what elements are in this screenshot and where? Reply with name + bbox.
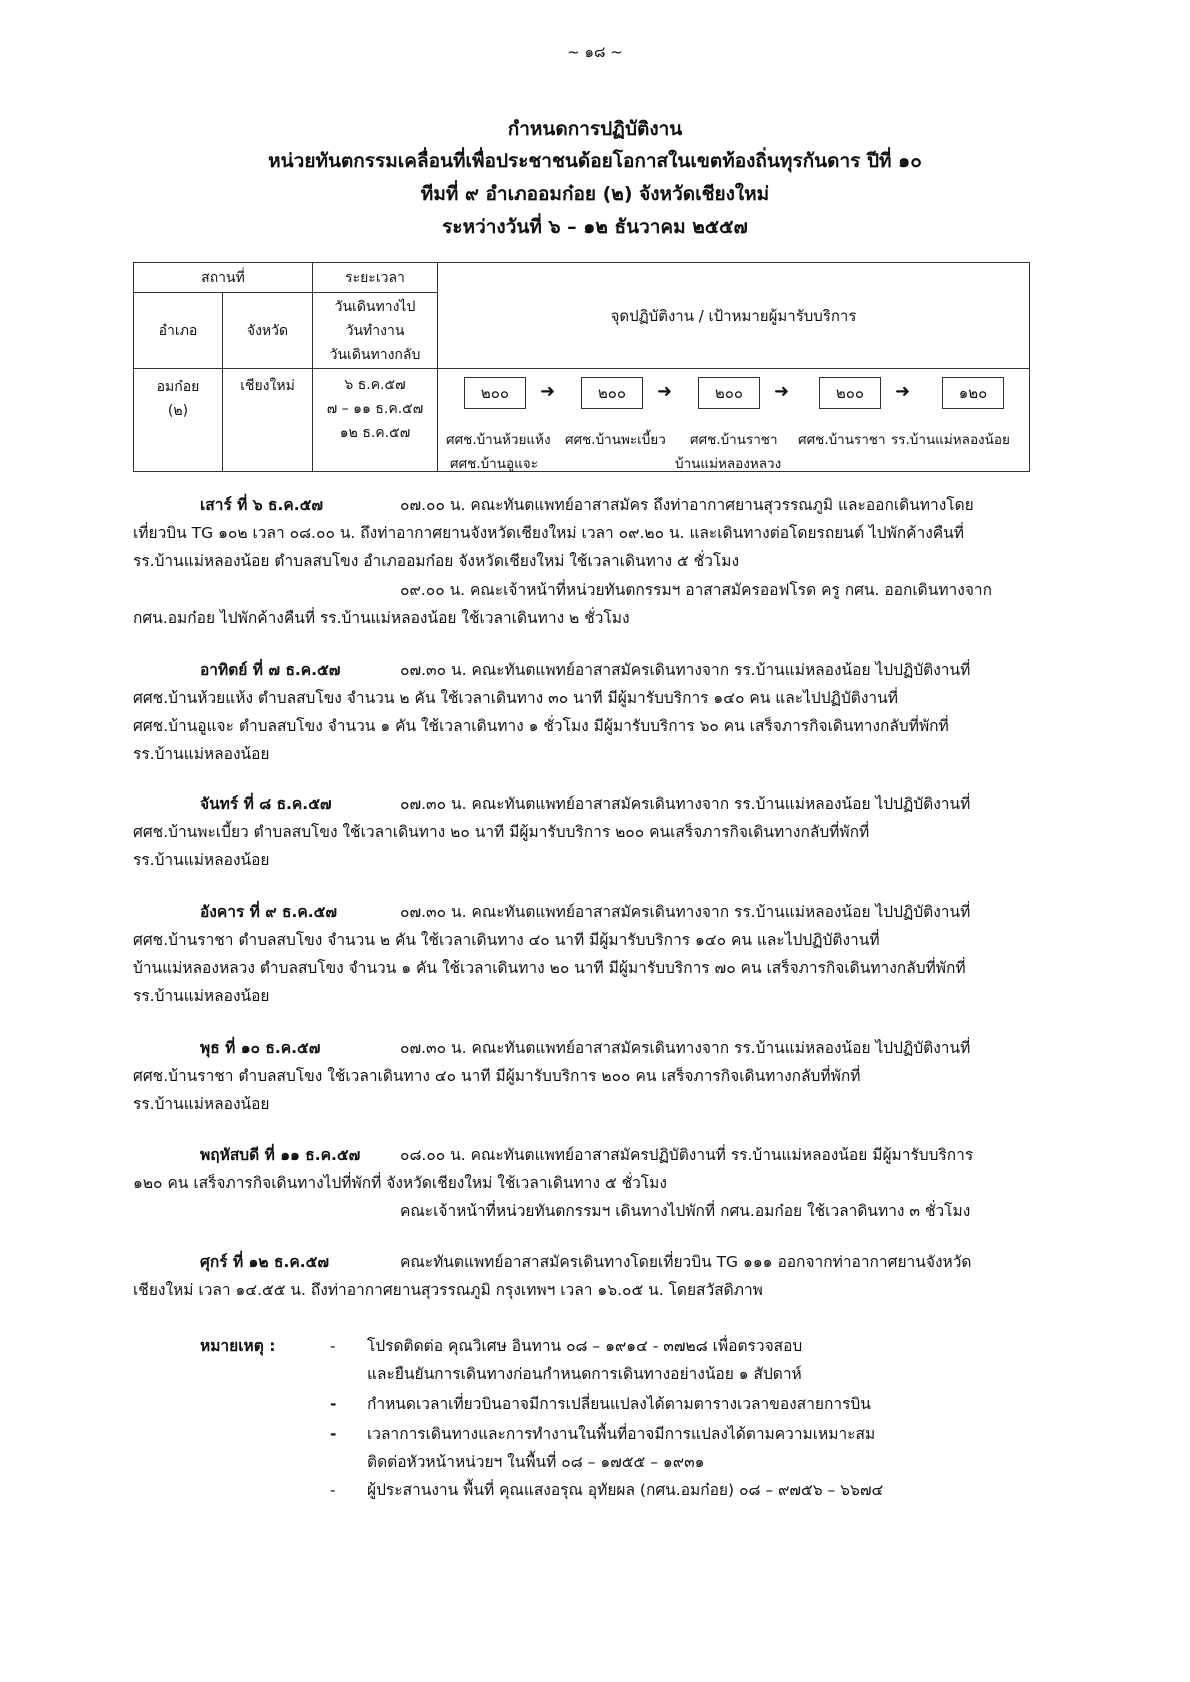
schedule-line: ๐๙.๐๐ น. คณะเจ้าหน้าที่หน่วยทันตกรรมฯ อาสาสมัครออฟโรด ครู กศน. ออกเดินทางจาก: [400, 581, 992, 599]
schedule-line: เชียงใหม่ เวลา ๑๔.๕๕ น. ถึงท่าอากาศยานสุวรรณภูมิ กรุงเทพฯ เวลา ๑๖.๐๕ น. โดยสวัสดิภาพ: [133, 1281, 763, 1299]
header-period: ระยะเวลา: [313, 263, 438, 293]
title-line-1: กำหนดการปฏิบัติงาน: [507, 118, 683, 140]
header-place: สถานที่: [134, 263, 313, 293]
schedule-line: ศศช.บ้านราชา ตำบลสบโขง ใช้เวลาเดินทาง ๔๐ นาที มีผู้มารับบริการ ๒๐๐ คน เสร็จภารกิจเดินทางกลับที่พักที่: [133, 1067, 861, 1085]
header-points: จุดปฏิบัติงาน / เป้าหมายผู้มารับบริการ: [438, 263, 1030, 369]
target-box: ๑๒๐: [942, 377, 1004, 409]
header-return-day: วันเดินทางกลับ: [329, 346, 421, 363]
schedule-line: ๑๒๐ คน เสร็จภารกิจเดินทางไปที่พักที่ จังหวัดเชียงใหม่ ใช้เวลาเดินทาง ๕ ชั่วโมง: [133, 1174, 667, 1192]
header-district: อำเภอ: [134, 293, 223, 369]
schedule-line: รร.บ้านแม่หลองน้อย: [133, 987, 270, 1005]
target-chain: [438, 370, 1029, 470]
day-label: จันทร์ ที่ ๘ ธ.ค.๕๗: [200, 795, 332, 813]
header-go-day: วันเดินทางไป: [334, 298, 416, 315]
note-bullet: -: [330, 1395, 337, 1413]
note-line: และยืนยันการเดินทางก่อนกำหนดการเดินทางอย่างน้อย ๑ สัปดาห์: [367, 1365, 802, 1383]
title-line-3: ทีมที่ ๙ อำเภออมก๋อย (๒) จังหวัดเชียงใหม่: [420, 183, 770, 205]
day-label: พุธ ที่ ๑๐ ธ.ค.๕๗: [200, 1039, 321, 1057]
day-label: เสาร์ ที่ ๖ ธ.ค.๕๗: [200, 496, 324, 514]
schedule-table: [133, 262, 1030, 472]
right-arrow-icon: ➜: [774, 381, 790, 402]
site-label: รร.บ้านแม่หลองน้อย: [891, 432, 1010, 448]
schedule-line: รร.บ้านแม่หลองน้อย ตำบลสบโขง อำเภออมก๋อย จังหวัดเชียงใหม่ ใช้เวลาเดินทาง ๕ ชั่วโมง: [133, 552, 740, 570]
schedule-line: ๐๗.๐๐ น. คณะทันตแพทย์อาสาสมัคร ถึงท่าอากาศยานสุวรรณภูมิ และออกเดินทางโดย: [400, 496, 974, 514]
site-label: ศศช.บ้านอูแจะ: [450, 456, 538, 472]
site-label: บ้านแม่หลองหลวง: [675, 456, 782, 472]
district-name: อมก๋อย: [156, 379, 200, 395]
schedule-line: ศศช.บ้านห้วยแห้ง ตำบลสบโขง จำนวน ๒ คัน ใช้เวลาเดินทาง ๓๐ นาที มีผู้มารับบริการ ๑๔๐ คน และไปปฏิบัติงานที่: [133, 689, 898, 707]
schedule-line: ๐๗.๓๐ น. คณะทันตแพทย์อาสาสมัครเดินทางจาก รร.บ้านแม่หลองน้อย ไปปฏิบัติงานที่: [400, 903, 971, 921]
note-bullet: -: [330, 1337, 336, 1355]
date-work: ๗ – ๑๑ ธ.ค.๕๗: [326, 401, 424, 417]
points-cell: [438, 369, 1030, 472]
note-line: กำหนดเวลาเที่ยวบินอาจมีการเปลี่ยนแปลงได้ตามตารางเวลาของสายการบิน: [367, 1395, 871, 1413]
note-line: โปรดติดต่อ คุณวิเศษ อินทาน ๐๘ – ๑๙๑๔ - ๓๗๒๘ เพื่อตรวจสอบ: [367, 1337, 803, 1355]
day-label: อาทิตย์ ที่ ๗ ธ.ค.๕๗: [200, 661, 341, 679]
schedule-line: ๐๘.๐๐ น. คณะทันตแพทย์อาสาสมัครปฏิบัติงานที่ รร.บ้านแม่หลองน้อย มีผู้มารับบริการ: [400, 1146, 974, 1164]
schedule-line: เที่ยวบิน TG ๑๐๒ เวลา ๐๘.๐๐ น. ถึงท่าอากาศยานจังหวัดเชียงใหม่ เวลา ๐๙.๒๐ น. และเดินทางต่อโดยรถยนต์ ไปพักค้างคืนที่: [133, 524, 964, 542]
schedule-line: คณะเจ้าหน้าที่หน่วยทันตกรรมฯ เดินทางไปพักที่ กศน.อมก๋อย ใช้เวลาดินทาง ๓ ชั่วโมง: [400, 1202, 971, 1220]
district-number: (๒): [167, 403, 189, 419]
note-line: ติดต่อหัวหน้าหน่วยฯ ในพื้นที่ ๐๘ – ๑๗๕๕ – ๑๙๓๑: [367, 1453, 705, 1471]
target-box: ๒๐๐: [698, 377, 760, 409]
site-label: ศศช.บ้านราชา: [690, 432, 778, 448]
right-arrow-icon: ➜: [657, 381, 673, 402]
target-box: ๒๐๐: [464, 377, 526, 409]
page-number: ~ ๑๘ ~: [567, 43, 623, 61]
note-bullet: -: [330, 1481, 336, 1499]
date-return: ๑๒ ธ.ค.๕๗: [339, 425, 411, 441]
right-arrow-icon: ➜: [540, 381, 556, 402]
target-box: ๒๐๐: [581, 377, 643, 409]
title-line-4: ระหว่างวันที่ ๖ – ๑๒ ธันวาคม ๒๕๕๗: [442, 216, 748, 238]
schedule-line: ศศช.บ้านพะเบี้ยว ตำบลสบโขง ใช้เวลาเดินทาง ๒๐ นาที มีผู้มารับบริการ ๒๐๐ คนเสร็จภารกิจเดินทางกลับที่พักที่: [133, 823, 870, 841]
site-label: ศศช.บ้านห้วยแห้ง: [446, 432, 551, 448]
schedule-line: ๐๗.๓๐ น. คณะทันตแพทย์อาสาสมัครเดินทางจาก รร.บ้านแม่หลองน้อย ไปปฏิบัติงานที่: [400, 795, 971, 813]
header-work-day: วันทำงาน: [345, 322, 405, 339]
schedule-line: รร.บ้านแม่หลองน้อย: [133, 1095, 270, 1113]
schedule-line: ศศช.บ้านราชา ตำบลสบโขง จำนวน ๒ คัน ใช้เวลาเดินทาง ๔๐ นาที มีผู้มารับบริการ ๑๔๐ คน และไปปฏิบัติงานที่: [133, 931, 880, 949]
schedule-line: คณะทันตแพทย์อาสาสมัครเดินทางโดยเที่ยวบิน TG ๑๑๑ ออกจากท่าอากาศยานจังหวัด: [400, 1253, 972, 1271]
schedule-line: บ้านแม่หลองหลวง ตำบลสบโขง จำนวน ๑ คัน ใช้เวลาเดินทาง ๒๐ นาที มีผู้มารับบริการ ๗๐ คน เสร็จภารกิจเดินทางกลับที่พักที่: [133, 959, 966, 977]
district-cell: [134, 369, 223, 472]
note-line: เวลาการเดินทางและการทำงานในพื้นที่อาจมีการแปลงได้ตามความเหมาะสม: [367, 1425, 876, 1443]
note-line: ผู้ประสานงาน พื้นที่ คุณแสงอรุณ อุทัยผล (กศน.อมก๋อย) ๐๘ – ๙๗๕๖ – ๖๖๗๔: [367, 1481, 884, 1499]
date-go: ๖ ธ.ค.๕๗: [344, 377, 406, 393]
site-label: ศศช.บ้านราชา: [798, 432, 886, 448]
day-label: ศุกร์ ที่ ๑๒ ธ.ค.๕๗: [200, 1253, 330, 1271]
target-box: ๒๐๐: [819, 377, 881, 409]
schedule-line: รร.บ้านแม่หลองน้อย: [133, 851, 270, 869]
title-line-2: หน่วยทันตกรรมเคลื่อนที่เพื่อประชาชนด้อยโอกาสในเขตท้องถิ่นทุรกันดาร ปีที่ ๑๐: [268, 150, 922, 172]
notes-label: หมายเหตุ :: [200, 1337, 276, 1355]
schedule-line: กศน.อมก๋อย ไปพักค้างคืนที่ รร.บ้านแม่หลองน้อย ใช้เวลาเดินทาง ๒ ชั่วโมง: [133, 609, 630, 627]
schedule-line: รร.บ้านแม่หลองน้อย: [133, 745, 270, 763]
day-label: อังคาร ที่ ๙ ธ.ค.๕๗: [200, 903, 338, 921]
province-cell: เชียงใหม่: [223, 369, 313, 472]
site-label: ศศช.บ้านพะเบี้ยว: [565, 432, 666, 448]
dates-cell: [313, 369, 438, 472]
note-bullet: -: [330, 1425, 337, 1443]
right-arrow-icon: ➜: [895, 381, 911, 402]
schedule-line: ๐๗.๓๐ น. คณะทันตแพทย์อาสาสมัครเดินทางจาก รร.บ้านแม่หลองน้อย ไปปฏิบัติงานที่: [400, 1039, 971, 1057]
header-period-lines: [313, 293, 438, 369]
day-label: พฤหัสบดี ที่ ๑๑ ธ.ค.๕๗: [200, 1146, 361, 1164]
header-province: จังหวัด: [223, 293, 313, 369]
schedule-line: ศศช.บ้านอูแจะ ตำบลสบโขง จำนวน ๑ คัน ใช้เวลาเดินทาง ๑ ชั่วโมง มีผู้มารับบริการ ๖๐ คน เสร็จภารกิจเดินทางกลับที่พักที่: [133, 717, 949, 735]
schedule-line: ๐๗.๓๐ น. คณะทันตแพทย์อาสาสมัครเดินทางจาก รร.บ้านแม่หลองน้อย ไปปฏิบัติงานที่: [400, 661, 971, 679]
